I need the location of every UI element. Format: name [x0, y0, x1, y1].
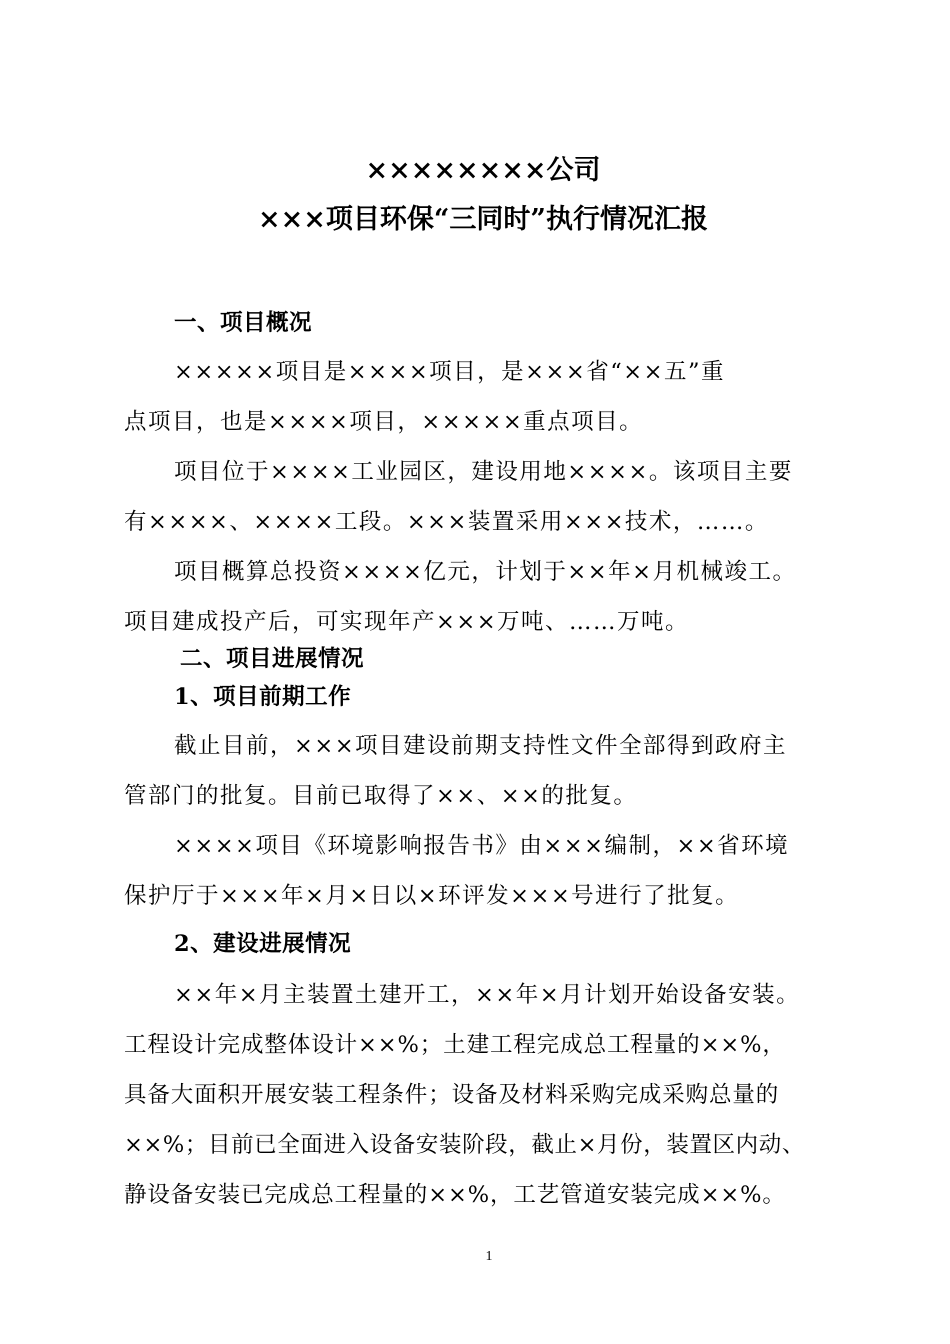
- paragraph-line: 静设备安装已完成总工程量的××%，工艺管道安装完成××%。: [124, 1182, 786, 1208]
- subsection-heading-preliminary-work: 1、项目前期工作: [174, 684, 352, 710]
- paragraph-line: ××%；目前已全面进入设备安装阶段，截止×月份，装置区内动、: [124, 1132, 805, 1158]
- document-title-company: ××××××××公司: [365, 155, 601, 186]
- paragraph-line: ××年×月主装置土建开工，××年×月计划开始设备安装。: [174, 982, 801, 1008]
- paragraph-line: 有××××、××××工段。×××装置采用×××技术，……。: [124, 509, 769, 535]
- paragraph-line: 保护厅于×××年×月×日以×环评发×××号进行了批复。: [124, 883, 740, 909]
- paragraph-line: ××××项目《环境影响报告书》由×××编制，××省环境: [174, 833, 790, 859]
- paragraph-line: 项目建成投产后，可实现年产×××万吨、……万吨。: [124, 609, 690, 635]
- page-number: 1: [485, 1249, 493, 1264]
- paragraph-line: 截止目前，×××项目建设前期支持性文件全部得到政府主: [174, 733, 788, 759]
- paragraph-line: 项目位于××××工业园区，建设用地××××。该项目主要: [174, 459, 793, 485]
- paragraph-line: 工程设计完成整体设计××%；土建工程完成总工程量的××%，: [124, 1032, 786, 1058]
- paragraph-line: ×××××项目是××××项目，是×××省“××五”重: [174, 359, 725, 385]
- subsection-heading-construction-progress: 2、建设进展情况: [174, 931, 352, 957]
- section-heading-progress: 二、项目进展情况: [180, 646, 365, 672]
- document-title-report: ×××项目环保“三同时”执行情况汇报: [258, 204, 708, 235]
- section-heading-project-overview: 一、项目概况: [174, 310, 313, 336]
- paragraph-line: 具备大面积开展安装工程条件；设备及材料采购完成采购总量的: [124, 1082, 780, 1108]
- paragraph-line: 管部门的批复。目前已取得了××、××的批复。: [124, 783, 638, 809]
- paragraph-line: 点项目，也是××××项目，×××××重点项目。: [124, 409, 644, 435]
- paragraph-line: 项目概算总投资××××亿元，计划于××年×月机械竣工。: [174, 559, 797, 585]
